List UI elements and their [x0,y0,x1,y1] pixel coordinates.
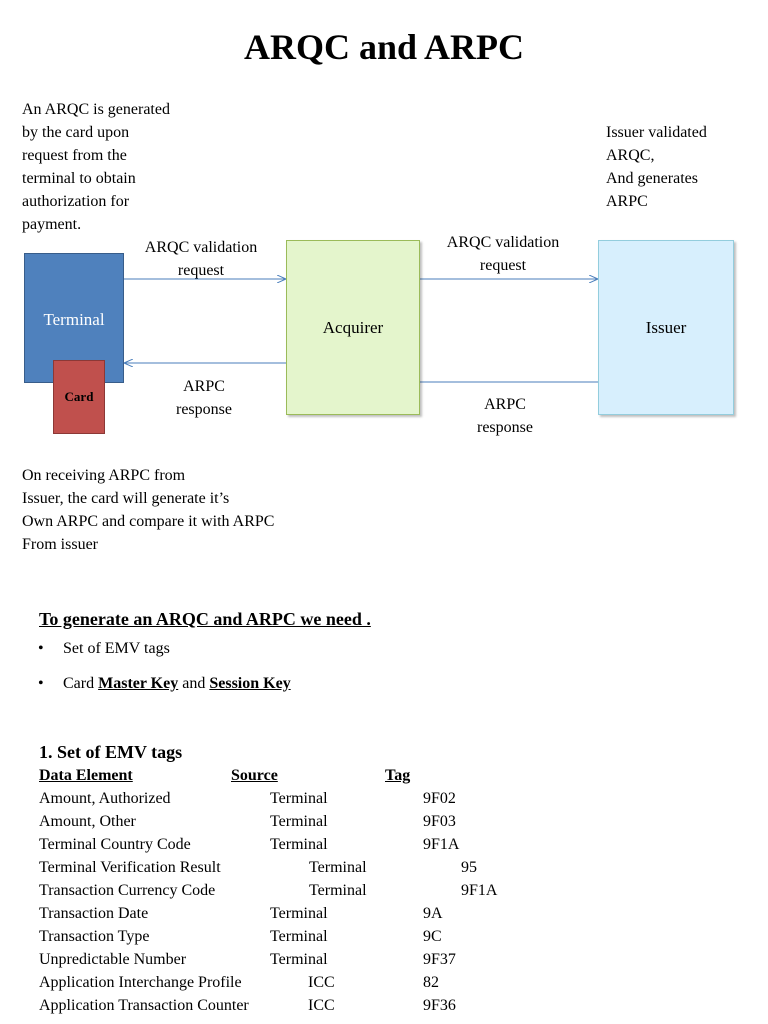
note-arqc-generated: An ARQC is generated by the card upon request from the terminal to obtain authorization for payment. [22,101,170,233]
row-source: Terminal [270,813,328,830]
row-element: Transaction Currency Code [39,882,216,899]
row-tag: 9F03 [423,813,456,830]
label-acquirer-to-issuer: ARQC validation request [446,234,560,274]
requirement-master-key: Master Key [98,675,179,692]
list-item [38,675,291,710]
label-terminal-to-acquirer: ARQC validation request [144,239,258,279]
row-element: Transaction Type [39,928,150,945]
row-source: Terminal [309,859,367,876]
row-tag: 9F02 [423,790,456,807]
list-item [38,640,291,675]
terminal-node: Terminal [24,253,124,383]
requirements-list [38,640,291,710]
row-tag: 9F36 [423,997,456,1014]
note-on-receiving: On receiving ARPC from Issuer, the card will generate it’s Own ARPC and compare it with ARPC From issuer [22,467,275,553]
row-source: Terminal [270,951,328,968]
requirements-heading: To generate an ARQC and ARPC we need . [39,609,371,629]
row-tag: 9A [423,905,443,922]
issuer-node: Issuer [598,240,734,415]
label-acquirer-to-terminal: ARPC response [176,378,232,418]
page-title: ARQC and ARPC [243,27,525,67]
row-tag: 9C [423,928,442,945]
row-tag: 9F37 [423,951,456,968]
row-element: Unpredictable Number [39,951,187,968]
card-node: Card [53,360,105,434]
row-source: Terminal [270,790,328,807]
bullet-icon: • [38,675,44,692]
row-element: Application Interchange Profile [39,974,242,991]
row-source: Terminal [270,836,328,853]
row-source: ICC [308,997,335,1014]
row-element: Application Transaction Counter [39,997,249,1014]
row-tag: 95 [461,859,477,876]
row-element: Terminal Verification Result [39,859,221,876]
row-tag: 82 [423,974,439,991]
header-tag: Tag [385,767,411,784]
row-element: Amount, Other [39,813,136,830]
header-source: Source [231,767,278,784]
row-element: Terminal Country Code [39,836,191,853]
requirement-session-key: Session Key [209,675,291,692]
note-issuer-validates: Issuer validated ARQC, And generates ARPC [606,124,707,210]
emv-section-title: 1. Set of EMV tags [39,742,183,762]
label-issuer-to-acquirer: ARPC response [477,396,533,436]
requirement-emv-tags: Set of EMV tags [63,640,170,657]
row-source: Terminal [270,928,328,945]
row-source: Terminal [270,905,328,922]
row-tag: 9F1A [461,882,498,899]
row-tag: 9F1A [423,836,460,853]
row-element: Amount, Authorized [39,790,171,807]
row-source: Terminal [309,882,367,899]
header-data-element: Data Element [39,767,133,784]
row-source: ICC [308,974,335,991]
requirement-card-prefix: Card [63,675,99,692]
row-element: Transaction Date [39,905,149,922]
requirement-and: and [178,675,210,692]
acquirer-node: Acquirer [286,240,420,415]
bullet-icon: • [38,640,44,657]
